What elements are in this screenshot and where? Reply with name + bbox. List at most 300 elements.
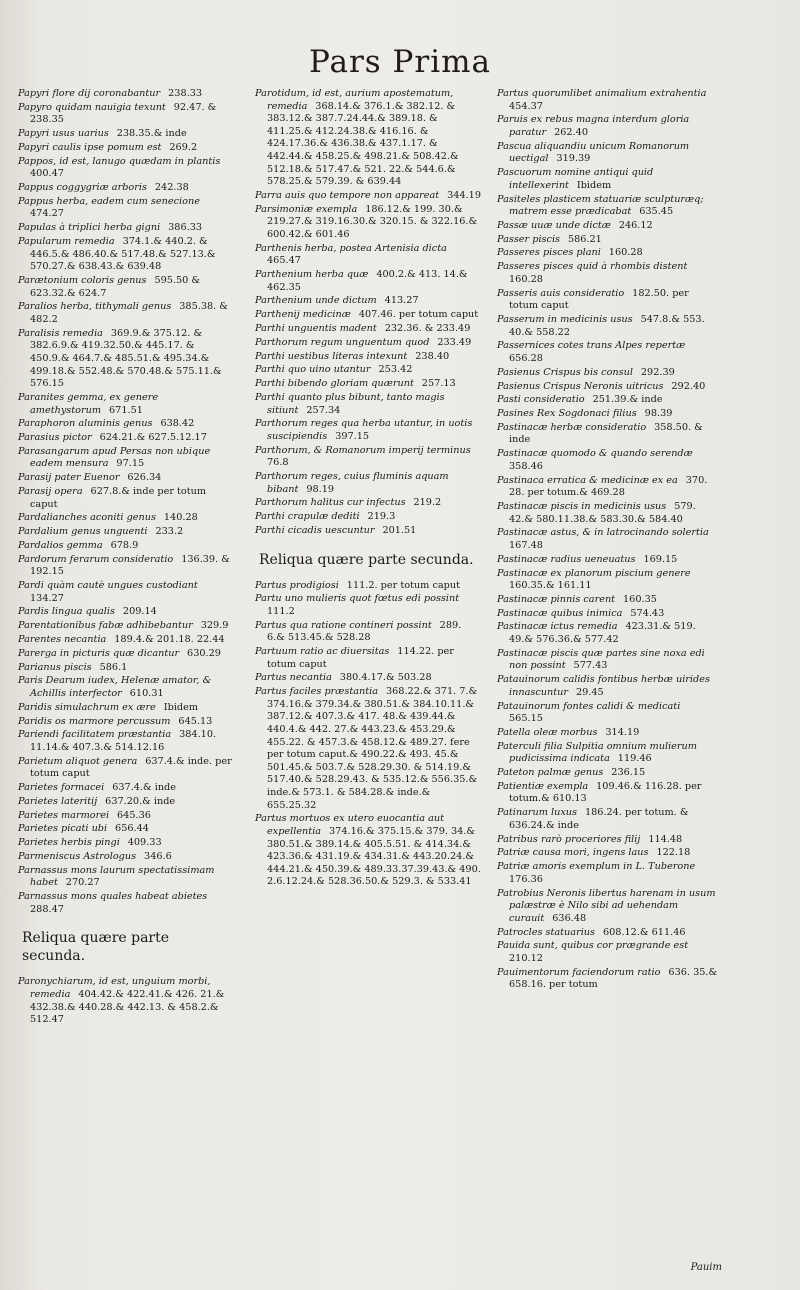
index-column-3 <box>497 88 719 993</box>
entry-reference: 630.29 <box>187 647 221 659</box>
entry-term: Parentes necantia <box>18 634 107 646</box>
entry-reference: 160.28 <box>509 273 543 285</box>
entry-reference: 186.12.& 199. 30.& 219.27.& 319.16.30.& 320.15. & 322.16.& 600.42.& 601.46 <box>267 203 478 240</box>
entry-term: Passeres pisces plani <box>497 247 601 259</box>
index-entry <box>18 554 236 579</box>
entry-reference: 29.45 <box>575 686 604 698</box>
entry-term: Paraphoron aluminis genus <box>18 418 153 430</box>
entry-reference: 610.31 <box>129 687 164 699</box>
entry-reference: 358.50. & inde <box>509 421 703 446</box>
index-entry <box>18 540 236 553</box>
index-entry <box>255 243 481 268</box>
entry-reference: 314.19 <box>605 726 640 738</box>
entry-reference: 579. 42.& 580.11.38.& 583.30.& 584.40 <box>509 500 696 525</box>
entry-reference: 645.13 <box>178 715 213 727</box>
index-entry <box>497 314 719 339</box>
entry-term: Pastinacæ ex planorum piscium genere <box>497 567 691 579</box>
entry-reference: 380.4.17.& 503.28 <box>339 672 432 684</box>
index-entry <box>497 288 719 313</box>
entry-term: Parietes formacei <box>18 782 105 794</box>
index-entry <box>18 128 236 141</box>
entry-reference: 385.38. & 482.2 <box>30 301 228 325</box>
entry-term: Pauida sunt, quibus cor prægrande est <box>497 940 689 952</box>
index-entry <box>255 471 481 496</box>
index-entry <box>18 648 236 661</box>
index-entry <box>255 525 481 538</box>
entry-reference: 114.48 <box>648 833 683 845</box>
index-entry <box>255 580 481 593</box>
entry-reference: 344.19 <box>447 189 482 201</box>
index-entry <box>255 323 481 336</box>
entry-reference: 186.24. per totum. & 636.24.& inde <box>509 807 689 831</box>
index-entry <box>497 220 719 233</box>
entry-reference: 140.28 <box>163 512 198 524</box>
index-entry <box>497 781 719 806</box>
entry-term: Parietes herbis pingi <box>18 837 120 849</box>
entry-term: Parthi unguentis madent <box>255 323 377 334</box>
entry-reference: Ibidem <box>576 179 612 191</box>
entry-term: Parthi quo uino utantur <box>255 364 371 376</box>
index-entry <box>497 927 719 940</box>
entry-term: Pardalianches aconiti genus <box>18 512 156 524</box>
entry-term: Pappos, id est, lanugo quædam in plantis <box>18 155 221 167</box>
index-entry <box>497 367 719 380</box>
page-title: Pars Prima <box>309 44 491 80</box>
entry-reference: 257.13 <box>421 378 456 390</box>
entry-reference: 238.33 <box>168 88 203 99</box>
entry-reference: 253.42 <box>378 364 413 376</box>
index-entry <box>497 594 719 607</box>
index-entry <box>18 236 236 274</box>
entry-reference: 636. 35.& 658.16. per totum <box>509 966 718 991</box>
entry-term: Patauinorum fontes calidi & medicati <box>497 700 681 712</box>
index-entry <box>497 408 719 421</box>
index-entry <box>255 593 481 618</box>
index-entry <box>255 392 481 417</box>
index-entry <box>18 156 236 181</box>
index-entry <box>497 167 719 192</box>
entry-reference: 219.3 <box>367 511 396 523</box>
index-entry <box>18 756 236 781</box>
entry-term: Papyro quidam nauigia texunt <box>18 101 166 113</box>
index-entry <box>497 727 719 740</box>
entry-reference: 246.12 <box>618 219 653 231</box>
entry-term: Patribus rarò proceriores filij <box>497 833 641 845</box>
entry-term: Parthorum regum unguentum quod <box>255 336 430 348</box>
entry-reference: 160.28 <box>608 247 643 259</box>
entry-term: Patriæ amoris exemplum in L. Tuberone <box>497 861 696 873</box>
index-entry <box>18 328 236 391</box>
entry-reference: 400.47 <box>30 168 64 180</box>
index-entry <box>18 606 236 619</box>
entry-term: Pateton palmæ genus <box>497 767 604 779</box>
entry-reference: 637.4.& inde <box>112 782 176 794</box>
index-entry <box>18 796 236 809</box>
entry-reference: 289. 6.& 513.45.& 528.28 <box>267 619 462 644</box>
entry-term: Parietes marmorei <box>18 809 110 821</box>
entry-reference: 577.43 <box>573 660 608 672</box>
entry-term: Pardalium genus unguenti <box>18 526 148 538</box>
entry-reference: 400.2.& 413. 14.& 462.35 <box>267 269 468 293</box>
index-entry <box>497 234 719 247</box>
entry-reference: 182.50. per totum caput <box>509 287 689 312</box>
entry-reference: 608.12.& 611.46 <box>602 926 686 938</box>
entry-term: Papulas à triplici herba gigni <box>18 222 161 234</box>
entry-reference: 238.35.& inde <box>116 128 187 140</box>
index-entry <box>18 142 236 155</box>
entry-reference: 374.1.& 440.2. & 446.5.& 486.40.& 517.48.& 527.13.& 570.27.& 638.43.& 639.48 <box>30 236 216 273</box>
entry-term: Parra auis quo tempore non appareat <box>255 189 440 201</box>
index-entry <box>255 646 481 671</box>
entry-reference: 547.8.& 553. 40.& 558.22 <box>509 313 705 338</box>
entry-term: Partu uno mulieris quot fœtus edi possint <box>255 593 460 605</box>
entry-term: Pascuorum nomine antiqui quid intellexerint <box>497 167 654 191</box>
entry-term: Parthi uestibus literas intexunt <box>255 350 408 362</box>
entry-reference: 565.15 <box>509 713 543 725</box>
index-entry <box>18 446 236 471</box>
index-entry <box>18 634 236 647</box>
entry-term: Partuum ratio ac diuersitas <box>255 646 390 658</box>
index-entry <box>18 301 236 326</box>
index-entry <box>18 418 236 431</box>
entry-term: Paralios herba, tithymali genus <box>18 301 172 313</box>
entry-reference: 626.34 <box>127 472 162 484</box>
entry-reference: 370. 28. per totum.& 469.28 <box>509 474 708 499</box>
index-entry <box>18 716 236 729</box>
entry-term: Pasines Rex Sogdonaci filius <box>497 408 637 420</box>
entry-reference: 269.2 <box>169 141 198 153</box>
index-entry <box>497 861 719 886</box>
index-entry <box>18 102 236 127</box>
entry-reference: 292.39 <box>640 366 675 378</box>
entry-term: Passerum in medicinis usus <box>497 313 633 325</box>
index-entry <box>18 810 236 823</box>
entry-term: Parietum aliquot genera <box>18 755 138 767</box>
entry-reference: 586.21 <box>567 233 602 245</box>
entry-term: Paris Dearum iudex, Helenæ amator, & Achillis interfector <box>18 675 212 699</box>
entry-reference: 627.8.& inde per totum caput <box>30 486 207 510</box>
index-entry <box>497 568 719 593</box>
entry-term: Pastinacæ herbæ consideratio <box>497 421 647 433</box>
index-entry <box>255 620 481 645</box>
index-entry <box>18 782 236 795</box>
index-entry <box>497 340 719 365</box>
entry-term: Patriæ causa mori, ingens laus <box>497 847 649 859</box>
index-entry <box>255 295 481 308</box>
index-entry <box>497 967 719 992</box>
entry-reference: 219.2 <box>413 497 442 509</box>
entry-reference: 167.48 <box>509 539 543 551</box>
entry-term: Patella oleæ morbus <box>497 726 598 738</box>
entry-term: Parotidum, id est, aurium apostematum, remedia <box>255 88 454 112</box>
entry-term: Partus faciles præstantia <box>255 686 379 698</box>
entry-reference: 210.12 <box>509 952 543 964</box>
entry-term: Papyri flore dij coronabantur <box>18 88 161 99</box>
entry-term: Paruis ex rebus magna interdum gloria paratur <box>497 114 690 138</box>
entry-term: Patinarum luxus <box>497 807 578 819</box>
index-entry <box>497 475 719 500</box>
entry-term: Pappus herba, eadem cum senecione <box>18 195 200 207</box>
entry-term: Pasiteles plasticem statuariæ sculpturæq; matrem esse prædicabat <box>497 193 704 218</box>
entry-reference: 374.16.& 375.15.& 379. 34.& 380.51.& 389.14.& 405.5.51. & 414.34.& 423.36.& 431.19.& 434.31.& 443.20.24.& 444.21.& 450.39.& 489.33.37.39.43.& 490. 2.6.12.24.& 528.36.50.& 529.3. & 533.41 <box>267 825 481 888</box>
index-column-1 <box>18 88 236 1028</box>
entry-term: Paridis os marmore percussum <box>18 715 171 727</box>
index-entry <box>497 554 719 567</box>
entry-reference: 111.2 <box>267 605 295 617</box>
entry-reference: 397.15 <box>335 430 370 442</box>
entry-reference: 624.21.& 627.5.12.17 <box>99 432 207 444</box>
entry-term: Parentationibus fabæ adhibebantur <box>18 620 193 632</box>
entry-reference: 233.2 <box>155 526 184 538</box>
entry-reference: 209.14 <box>122 606 157 618</box>
entry-term: Parthenis herba, postea Artenisia dicta <box>255 242 447 254</box>
index-entry <box>497 194 719 219</box>
entry-term: Parthi quanto plus bibunt, tanto magis sitiunt <box>255 391 445 416</box>
index-entry <box>255 190 481 203</box>
entry-term: Pardis lingua qualis <box>18 606 115 618</box>
index-entry <box>497 608 719 621</box>
entry-reference: 409.33 <box>127 837 162 849</box>
entry-term: Passæ uuæ unde dictæ <box>497 219 611 231</box>
entry-term: Parthi bibendo gloriam quærunt <box>255 378 414 390</box>
entry-term: Parsimoniæ exempla <box>255 203 358 215</box>
index-entry <box>497 741 719 766</box>
index-entry <box>497 807 719 832</box>
entry-reference: 368.14.& 376.1.& 382.12. & 383.12.& 387.7.24.44.& 389.18. & 411.25.& 412.24.38.& 416.16. & 424.17.36.& 436.38.& 437.1.17. & 442.44.& 458.25.& 498.21.& 508.42.& 512.18.& 517.47.& 521. 22.& 544.6.& 578.25.& 579.39. & 639.44 <box>267 100 459 188</box>
entry-term: Patientiæ exempla <box>497 780 589 792</box>
entry-term: Passeres pisces quid à rhombis distent <box>497 261 688 273</box>
entry-term: Parmeniscus Astrologus <box>18 850 137 862</box>
index-entry <box>255 204 481 242</box>
index-column-2 <box>255 88 481 890</box>
entry-term: Pascua aliquandiu unicum Romanorum uectigal <box>497 140 690 165</box>
entry-term: Pastinacæ ictus remedia <box>497 621 618 633</box>
entry-term: Papularum remedia <box>18 236 115 248</box>
index-entry <box>18 891 236 916</box>
entry-term: Parthorum halitus cur infectus <box>255 497 406 509</box>
index-entry <box>497 648 719 673</box>
index-entry <box>497 527 719 552</box>
section-note: Reliqua quære parte secunda. <box>22 930 170 965</box>
index-entry <box>18 580 236 605</box>
entry-term: Pastinacæ radius ueneuatus <box>497 553 636 565</box>
entry-term: Passer piscis <box>497 233 561 245</box>
entry-term: Parasangarum apud Persas non ubique eadem mensura <box>18 445 211 470</box>
entry-reference: 92.47. & 238.35 <box>30 101 217 126</box>
entry-reference: 176.36 <box>509 873 543 885</box>
entry-term: Partus mortuos ex utero euocantia aut expellentia <box>255 813 445 837</box>
entry-reference: 242.38 <box>154 182 189 194</box>
entry-reference: 574.43 <box>630 607 665 619</box>
entry-reference: 474.27 <box>30 208 64 220</box>
index-entry <box>255 672 481 685</box>
entry-reference: 98.19 <box>306 483 335 495</box>
entry-reference: 407.46. per totum caput <box>358 309 479 321</box>
index-entry <box>18 432 236 445</box>
entry-term: Pastinacæ pinnis carent <box>497 593 616 605</box>
entry-reference: 114.22. per totum caput <box>267 646 454 670</box>
entry-term: Parthi cicadis uescuntur <box>255 524 375 536</box>
entry-reference: 656.28 <box>509 352 543 364</box>
entry-reference: 111.2. per totum caput <box>346 579 460 591</box>
entry-term: Pardorum ferarum consideratio <box>18 553 174 565</box>
index-entry <box>18 275 236 300</box>
index-entry <box>18 675 236 700</box>
entry-term: Parerga in picturis quæ dicantur <box>18 647 180 659</box>
entry-reference: 97.15 <box>116 458 145 470</box>
index-entry <box>255 418 481 443</box>
entry-reference: 189.4.& 201.18. 22.44 <box>114 634 225 646</box>
entry-term: Papyri caulis ipse pomum est <box>18 141 162 153</box>
index-entry <box>255 309 481 322</box>
index-entry <box>497 448 719 473</box>
index-entry <box>255 269 481 294</box>
entry-term: Parnassus mons quales habeat abietes <box>18 891 208 903</box>
index-entry <box>18 851 236 864</box>
entry-term: Pastinaca erratica & medicinæ ex ea <box>497 474 678 486</box>
entry-reference: 233.49 <box>437 336 472 348</box>
entry-term: Pastinacæ piscis in medicinis usus <box>497 500 667 512</box>
entry-term: Partus prodigiosi <box>255 579 339 591</box>
entry-reference: 358.46 <box>509 460 543 472</box>
entry-term: Pasti consideratio <box>497 394 585 406</box>
entry-reference: 238.40 <box>415 350 450 362</box>
index-entry <box>497 394 719 407</box>
entry-term: Parnassus mons laurum spectatissimam habet <box>18 864 215 889</box>
entry-term: Papyri usus uarius <box>18 128 109 140</box>
entry-term: Partus quorumlibet animalium extrahentia <box>497 88 707 99</box>
entry-reference: 109.46.& 116.28. per totum.& 610.13 <box>509 780 702 805</box>
entry-term: Paranites gemma, ex genere amethystorum <box>18 391 159 416</box>
index-entry <box>18 222 236 235</box>
index-entry <box>18 512 236 525</box>
entry-term: Pauimentorum faciendorum ratio <box>497 966 661 978</box>
entry-term: Parietes picati ubi <box>18 823 108 835</box>
entry-reference: 262.40 <box>554 126 588 138</box>
index-entry <box>497 381 719 394</box>
entry-term: Parthenium herba quæ <box>255 269 369 281</box>
entry-term: Pastinacæ astus, & in latrocinando solertia <box>497 527 709 539</box>
entry-reference: 635.45 <box>639 206 674 218</box>
entry-term: Pappus coggygriæ arboris <box>18 182 147 194</box>
entry-term: Pasienus Crispus bis consul <box>497 366 633 378</box>
entry-reference: 270.27 <box>65 877 100 889</box>
entry-term: Paridis simulachrum ex ære <box>18 701 156 713</box>
entry-reference: 76.8 <box>267 457 289 469</box>
entry-reference: 465.47 <box>267 255 301 267</box>
entry-reference: 678.9 <box>110 539 139 551</box>
entry-reference: 645.36 <box>117 809 151 821</box>
entry-reference: 288.47 <box>30 903 64 915</box>
entry-term: Pastinacæ quomodo & quando serendæ <box>497 448 693 460</box>
index-entry <box>497 261 719 286</box>
entry-reference: 586.1 <box>99 661 128 673</box>
index-entry <box>255 813 481 889</box>
entry-term: Passernices cotes trans Alpes repertæ <box>497 340 686 352</box>
entry-term: Paterculi filia Sulpitia omnium mulierum pudicissima indicata <box>497 740 697 765</box>
index-entry <box>18 865 236 890</box>
index-entry <box>18 88 236 101</box>
index-entry <box>497 701 719 726</box>
index-entry <box>18 837 236 850</box>
entry-term: Parianus piscis <box>18 661 92 673</box>
entry-reference: 232.36. & 233.49 <box>384 323 471 334</box>
index-entry <box>497 141 719 166</box>
entry-term: Patrobius Neronis libertus harenam in usum palæstræ è Nilo sibi ad uehendam curauit <box>497 887 716 924</box>
index-entry <box>255 686 481 812</box>
entry-reference: 656.44 <box>115 823 149 835</box>
index-entry <box>18 182 236 195</box>
entry-reference: 386.33 <box>168 222 203 234</box>
index-entry <box>497 247 719 260</box>
entry-term: Parietes lateritij <box>18 795 98 807</box>
index-entry <box>255 364 481 377</box>
entry-reference: 595.50 & 623.32.& 624.7 <box>30 275 201 299</box>
entry-reference: 454.37 <box>509 100 543 112</box>
index-entry <box>497 767 719 780</box>
index-entry <box>255 351 481 364</box>
index-entry <box>18 976 236 1026</box>
entry-reference: 257.34 <box>306 404 341 416</box>
index-entry <box>18 702 236 715</box>
entry-term: Parasij pater Euenor <box>18 472 120 484</box>
entry-term: Parthorum reges qua herba utantur, in uotis suscipiendis <box>255 418 473 442</box>
index-entry <box>497 88 719 113</box>
index-entry <box>18 196 236 221</box>
index-entry <box>18 729 236 754</box>
entry-term: Pastinacæ piscis quæ partes sine noxa edi non possint <box>497 647 705 672</box>
entry-term: Parthorum, & Romanorum imperij terminus <box>255 444 471 456</box>
index-entry <box>497 422 719 447</box>
entry-reference: 119.46 <box>617 753 652 765</box>
entry-reference: 636.48 <box>552 912 587 924</box>
entry-reference: 638.42 <box>160 418 195 430</box>
entry-term: Parætonium coloris genus <box>18 275 147 286</box>
entry-reference: 637.20.& inde <box>105 795 176 807</box>
entry-reference: 319.39 <box>556 153 591 165</box>
entry-reference: 201.51 <box>382 524 417 536</box>
index-entry <box>18 526 236 539</box>
index-entry <box>18 472 236 485</box>
index-entry <box>255 378 481 391</box>
entry-term: Partus qua ratione contineri possint <box>255 619 432 631</box>
entry-reference: 369.9.& 375.12. & 382.6.9.& 419.32.50.& 445.17. & 450.9.& 464.7.& 485.51.& 495.34.& 499.18.& 552.48.& 570.48.& 575.11.& 576.15 <box>30 327 222 390</box>
index-entry <box>18 823 236 836</box>
entry-term: Parthenium unde dictum <box>255 295 377 307</box>
index-entry <box>497 621 719 646</box>
entry-term: Parthenij medicinæ <box>255 309 351 321</box>
index-entry <box>255 445 481 470</box>
index-entry <box>497 940 719 965</box>
entry-reference: 169.15 <box>643 553 678 565</box>
index-entry <box>255 337 481 350</box>
entry-term: Pasienus Crispus Neronis uitricus <box>497 380 664 392</box>
entry-reference: 671.51 <box>109 404 143 416</box>
catchword: Pauim <box>690 1262 722 1273</box>
entry-term: Pardalios gemma <box>18 539 103 551</box>
entry-reference: 160.35 <box>623 593 657 605</box>
entry-term: Parasius pictor <box>18 432 92 444</box>
index-entry <box>497 888 719 926</box>
entry-term: Passeris auis consideratio <box>497 287 625 299</box>
entry-term: Pardi quàm cautè ungues custodiant <box>18 580 198 592</box>
index-entry <box>255 511 481 524</box>
entry-reference: 423.31.& 519. 49.& 576.36.& 577.42 <box>509 621 696 646</box>
section-note: Reliqua quære parte secunda. <box>259 551 474 568</box>
index-entry <box>497 834 719 847</box>
entry-term: Paralisis remedia <box>18 327 103 339</box>
entry-term: Parthi crapulæ dediti <box>255 511 360 523</box>
